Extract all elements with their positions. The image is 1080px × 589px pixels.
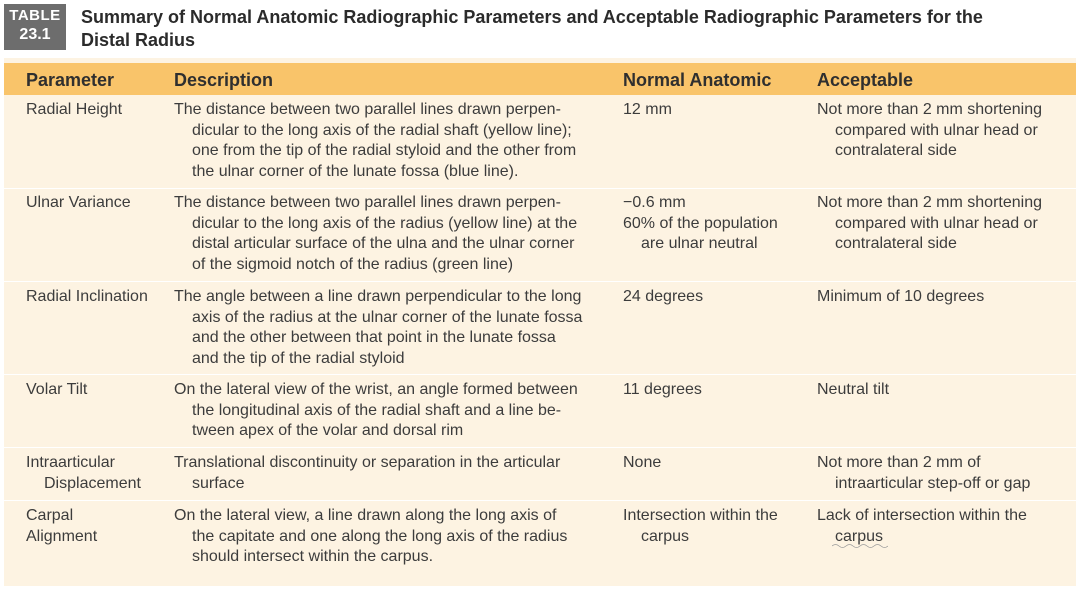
- normal-anatomic-cell: [623, 453, 803, 474]
- normal-anatomic-cell: [623, 193, 803, 255]
- cell-line: 12 mm: [623, 101, 672, 118]
- description-cell: [174, 453, 614, 494]
- cell-line: Alignment: [26, 527, 98, 545]
- parameter-cell: [26, 193, 166, 214]
- column-header-parameter: Parameter: [26, 70, 115, 90]
- cell-line: Lack of intersection within the: [817, 507, 1027, 524]
- cell-line: surface: [192, 474, 245, 492]
- acceptable-cell: [817, 100, 1067, 162]
- cell-line: compared with ulnar head or: [835, 214, 1038, 232]
- cell-line: None: [623, 454, 662, 471]
- cell-line: Radial Inclination: [26, 288, 148, 305]
- table-column-headers: [4, 63, 1076, 95]
- cell-line: Radial Height: [26, 101, 123, 118]
- cell-line: Ulnar Variance: [26, 194, 131, 211]
- cell-line: Not more than 2 mm shortening: [817, 101, 1042, 118]
- table-title-line-1: Summary of Normal Anatomic Radiographic Parameters and Acceptable Radiographic Parameters for the: [81, 7, 983, 27]
- cell-line: 60% of the population: [623, 214, 778, 232]
- cell-line: are ulnar neutral: [641, 235, 758, 253]
- column-header-description: Description: [174, 70, 274, 90]
- cell-line: Carpal: [26, 507, 74, 524]
- cell-line: Displacement: [44, 474, 141, 492]
- cell-line: The angle between a line drawn perpendicular to the long: [174, 288, 582, 305]
- description-cell: [174, 380, 614, 442]
- cell-line: intraarticular step-off or gap: [835, 474, 1031, 492]
- description-cell: [174, 100, 614, 182]
- description-cell: [174, 193, 614, 275]
- table-number: 23.1: [19, 26, 51, 43]
- cell-line: Not more than 2 mm of: [817, 454, 981, 471]
- parameter-cell: [26, 453, 166, 494]
- table-title-line-2: Distal Radius: [81, 30, 196, 50]
- cell-line: 24 degrees: [623, 288, 704, 305]
- parameter-cell: [26, 100, 166, 121]
- cell-line: carpus: [835, 527, 884, 545]
- cell-line: The distance between two parallel lines drawn perpen-: [174, 101, 561, 118]
- row-divider: [4, 500, 1076, 501]
- cell-line: The distance between two parallel lines drawn perpen-: [174, 194, 561, 211]
- acceptable-cell: [817, 453, 1067, 494]
- acceptable-cell: [817, 193, 1067, 255]
- cell-line: the capitate and one along the long axis of the radius: [192, 527, 568, 545]
- table-header: [0, 0, 1080, 58]
- cell-line: the longitudinal axis of the radial shaft and a line be-: [192, 401, 562, 419]
- cell-line: Not more than 2 mm shortening: [817, 194, 1042, 211]
- acceptable-cell: [817, 506, 1067, 547]
- cell-line: Volar Tilt: [26, 381, 88, 398]
- parameters-table: [4, 58, 1076, 586]
- cell-line: Intraarticular: [26, 454, 115, 471]
- cell-line: tween apex of the volar and dorsal rim: [192, 422, 464, 440]
- acceptable-cell: [817, 380, 1067, 401]
- cell-line: Translational discontinuity or separation in the articular: [174, 454, 561, 471]
- column-header-normal-anatomic: Normal Anatomic: [623, 70, 772, 90]
- table-number-badge: [4, 4, 66, 50]
- cell-line: carpus: [641, 527, 690, 545]
- cell-line: On the lateral view, a line drawn along the long axis of: [174, 507, 557, 524]
- scan-artifact-mark: [832, 543, 888, 549]
- parameter-cell: [26, 506, 166, 547]
- cell-line: 11 degrees: [623, 381, 702, 398]
- cell-line: contralateral side: [835, 235, 957, 253]
- acceptable-cell: [817, 287, 1067, 308]
- row-divider: [4, 188, 1076, 189]
- parameter-cell: [26, 380, 166, 401]
- cell-line: contralateral side: [835, 142, 957, 160]
- cell-line: compared with ulnar head or: [835, 121, 1038, 139]
- cell-line: and the tip of the radial styloid: [192, 349, 405, 367]
- table-title: [81, 6, 1071, 52]
- cell-line: dicular to the long axis of the radial shaft (yellow line);: [192, 121, 572, 139]
- cell-line: Intersection within the: [623, 507, 778, 524]
- normal-anatomic-cell: [623, 506, 803, 547]
- cell-line: On the lateral view of the wrist, an angle formed between: [174, 381, 578, 398]
- cell-line: one from the tip of the radial styloid and the other from: [192, 142, 577, 160]
- cell-line: and the other between that point in the lunate fossa: [192, 329, 556, 347]
- description-cell: [174, 506, 614, 568]
- table-label: TABLE: [9, 7, 61, 24]
- cell-line: −0.6 mm: [623, 194, 686, 211]
- cell-line: Minimum of 10 degrees: [817, 288, 985, 305]
- row-divider: [4, 281, 1076, 282]
- normal-anatomic-cell: [623, 100, 803, 121]
- cell-line: axis of the radius at the ulnar corner of the lunate fossa: [192, 308, 583, 326]
- cell-line: the ulnar corner of the lunate fossa (blue line).: [192, 162, 519, 180]
- cell-line: should intersect within the carpus.: [192, 548, 434, 566]
- row-divider: [4, 447, 1076, 448]
- description-cell: [174, 287, 614, 369]
- row-divider: [4, 374, 1076, 375]
- cell-line: of the sigmoid notch of the radius (green line): [192, 255, 514, 273]
- normal-anatomic-cell: [623, 287, 803, 308]
- cell-line: distal articular surface of the ulna and the ulnar corner: [192, 235, 575, 253]
- cell-line: dicular to the long axis of the radius (yellow line) at the: [192, 214, 578, 232]
- cell-line: Neutral tilt: [817, 381, 890, 398]
- parameter-cell: [26, 287, 166, 308]
- normal-anatomic-cell: [623, 380, 803, 401]
- column-header-acceptable: Acceptable: [817, 70, 914, 90]
